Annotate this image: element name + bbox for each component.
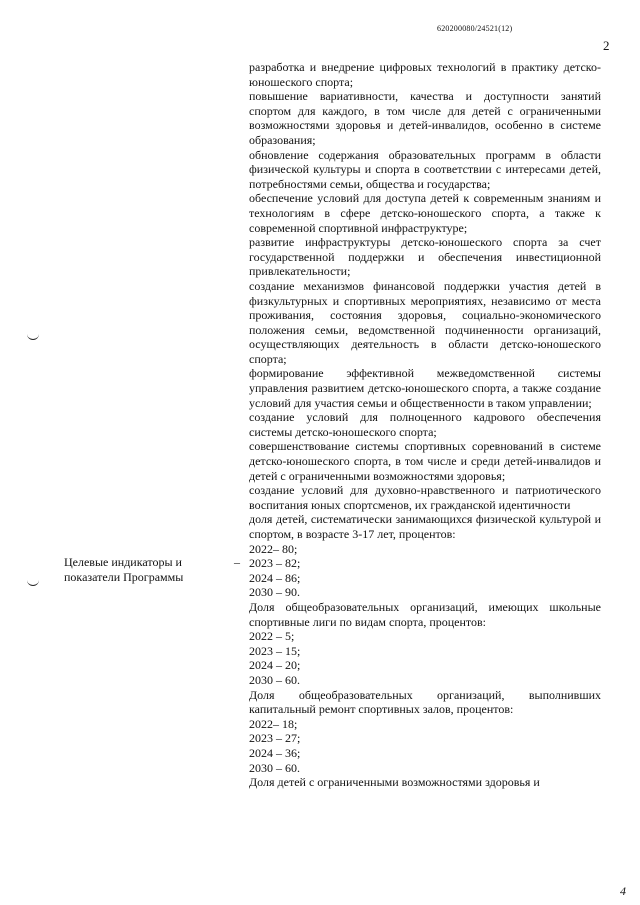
margin-mark — [27, 333, 39, 340]
objective-item: повышение вариативности, качества и доступности занятий спортом для каждого, в том числе для детей с ограниченными возможностями здоровья и детей-инвалидов, особенно в системе образования; — [249, 89, 601, 147]
objective-item: разработка и внедрение цифровых технологий в практику детско-юношеского спорта; — [249, 60, 601, 89]
indicator-value: 2022– 18; — [249, 716, 298, 731]
page-number: 2 — [603, 38, 610, 53]
program-content — [249, 60, 601, 790]
indicator-value: 2030 – 60. — [249, 672, 300, 687]
corner-mark: 4 — [620, 884, 626, 898]
indicator-title: Доля детей с ограниченными возможностями здоровья и — [249, 775, 540, 790]
label-dash: – — [234, 555, 240, 569]
indicators-section-label: Целевые индикаторы и показатели Программы — [64, 555, 184, 584]
indicator-value: 2024 – 36; — [249, 745, 301, 760]
objective-item: формирование эффективной межведомственной системы управления развитием детско-юношеского спорта, а также создание условий для участия семьи и общественности в таком управлении; — [249, 366, 601, 410]
indicator-title: доля детей, систематически занимающихся физической культурой и спортом, в возрасте 3-17 лет, процентов: — [249, 512, 601, 541]
indicator-value: 2030 – 90. — [249, 585, 300, 600]
objective-item: создание условий для духовно-нравственного и патриотического воспитания юных спортсменов, их гражданской идентичности — [249, 483, 601, 512]
indicator-title: Доля общеобразовательных организаций, выполнивших капитальный ремонт спортивных залов, процентов: — [249, 687, 601, 717]
indicator-title: Доля общеобразовательных организаций, имеющих школьные спортивные лиги по видам спорта, процентов: — [249, 599, 601, 629]
indicator-value: 2022– 80; — [249, 541, 298, 556]
objective-item: создание условий для полноценного кадрового обеспечения системы детско-юношеского спорта; — [249, 410, 601, 439]
objective-item: совершенствование системы спортивных соревнований в системе детско-юношеского спорта, в том числе и среди детей-инвалидов и детей с ограниченными возможностями здоровья; — [249, 439, 601, 483]
indicator-value: 2023 – 82; — [249, 556, 301, 571]
indicator-value: 2030 – 60. — [249, 760, 300, 775]
objective-item: обеспечение условий для доступа детей к современным знаниям и технологиям в сфере детско-юношеского спорта, а также к современной спортивной инфраструктуре; — [249, 191, 601, 235]
objective-item: развитие инфраструктуры детско-юношеского спорта за счет государственной поддержки и обеспечения инвестиционной привлекательности; — [249, 235, 601, 279]
indicator-value: 2024 – 86; — [249, 570, 301, 585]
document-id: 620200080/24521(12) — [437, 24, 513, 33]
objective-item: создание механизмов финансовой поддержки участия детей в физкультурных и спортивных мероприятиях, независимо от места проживания, состояния здоровья, социально-экономического положения семьи, ведомственной подчиненности организаций, осуществляющих деятельность в области детско-юношеского спорта; — [249, 278, 601, 366]
indicator-value: 2023 – 15; — [249, 643, 301, 658]
indicator-value: 2022 – 5; — [249, 629, 295, 644]
indicator-value: 2023 – 27; — [249, 731, 301, 746]
margin-mark — [27, 579, 39, 586]
objective-item: обновление содержания образовательных программ в области физической культуры и спорта в соответствии с интересами детей, потребностями семьи, общества и государства; — [249, 147, 601, 191]
indicator-value: 2024 – 20; — [249, 658, 301, 673]
